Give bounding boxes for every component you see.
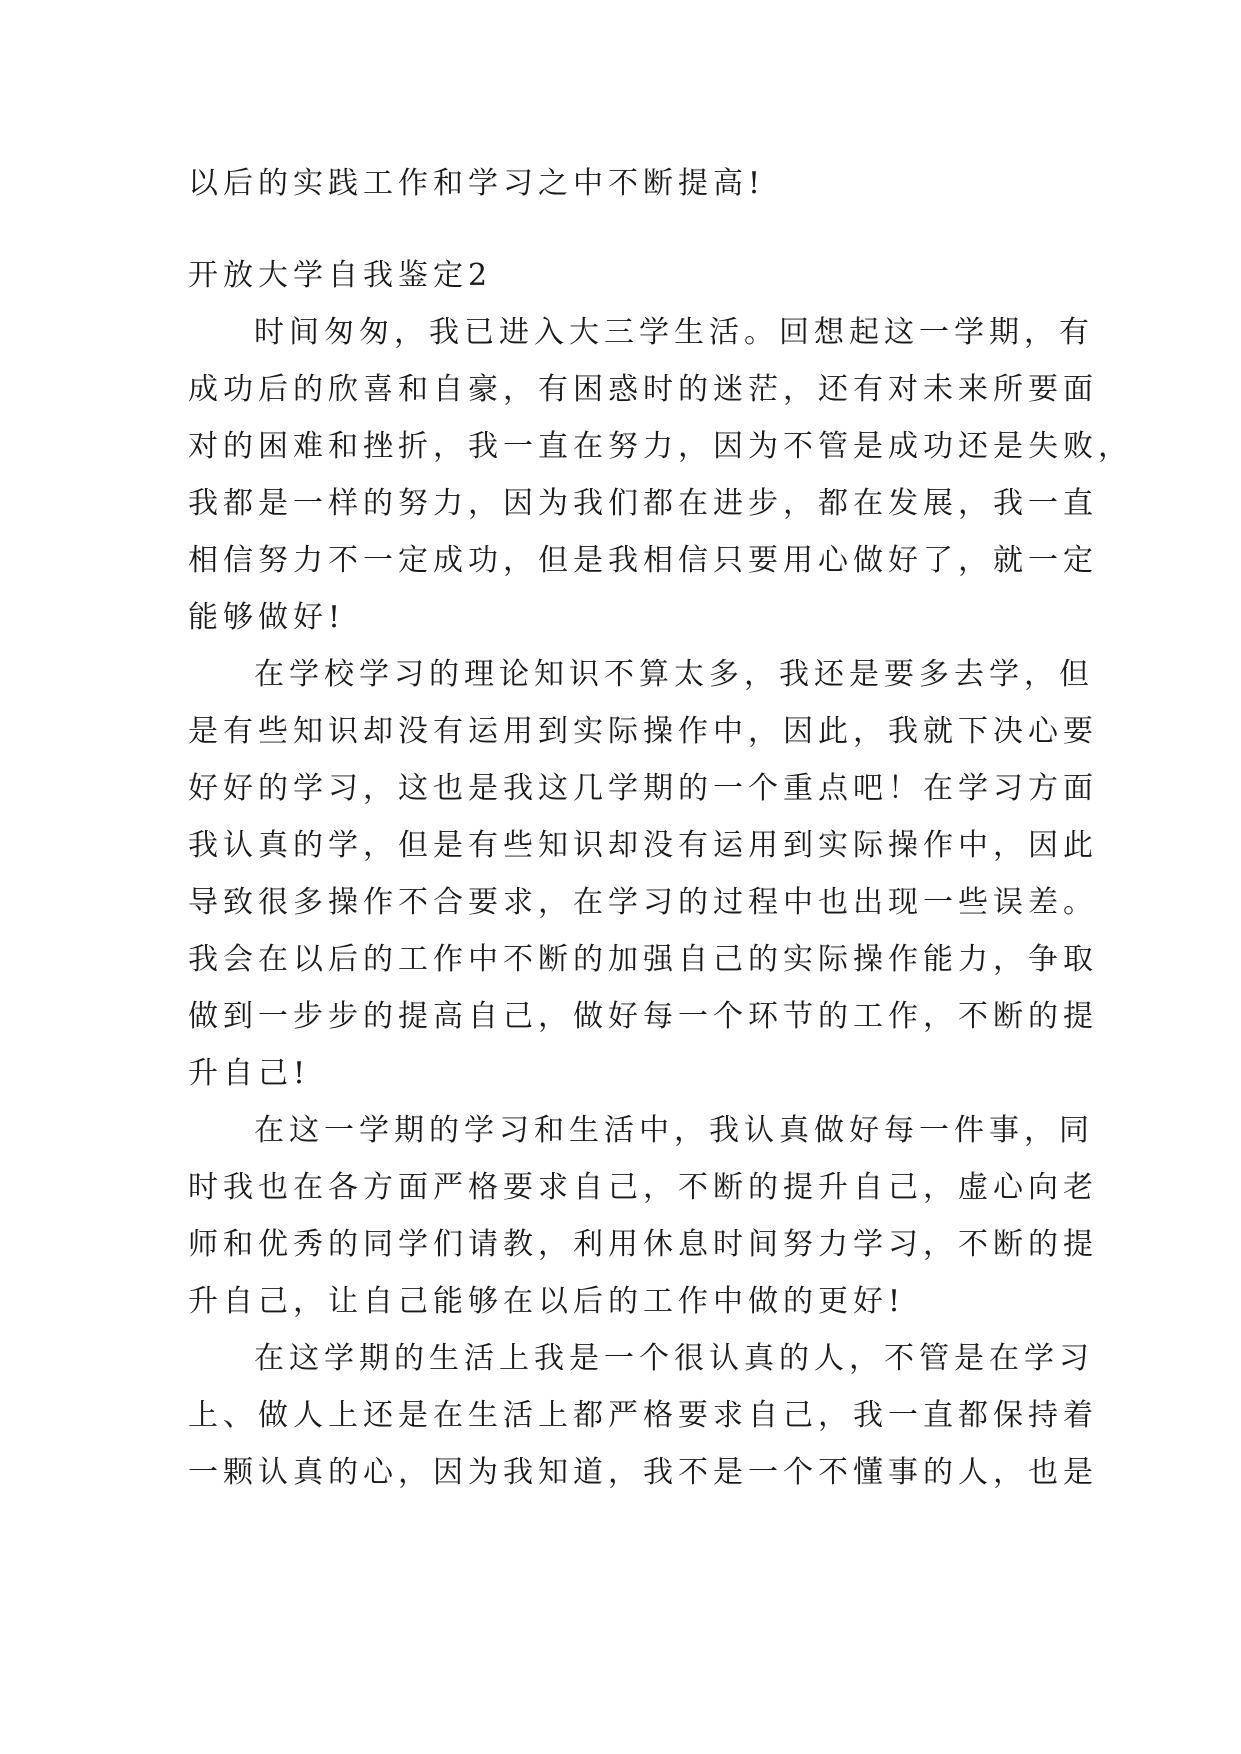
paragraph-line: 以后的实践工作和学习之中不断提高! — [188, 166, 766, 201]
paragraph-line: 升自己! — [188, 1056, 311, 1091]
paragraph-line: 是有些知识却没有运用到实际操作中，因此，我就下决心要 — [188, 714, 1098, 749]
paragraph-line: 升自己，让自己能够在以后的工作中做的更好! — [188, 1284, 906, 1319]
paragraph-line: 好好的学习，这也是我这几学期的一个重点吧！在学习方面 — [188, 771, 1098, 806]
paragraph-line: 在这学期的生活上我是一个很认真的人，不管是在学习 — [254, 1341, 1094, 1376]
paragraph-line: 师和优秀的同学们请教，利用休息时间努力学习，不断的提 — [188, 1227, 1098, 1262]
paragraph-line: 对的困难和挫折，我一直在努力，因为不管是成功还是失败， — [188, 429, 1133, 464]
paragraph-line: 导致很多操作不合要求，在学习的过程中也出现一些误差。 — [188, 885, 1098, 920]
paragraph-line: 一颗认真的心，因为我知道，我不是一个不懂事的人，也是 — [188, 1455, 1098, 1490]
paragraph-line: 上、做人上还是在生活上都严格要求自己，我一直都保持着 — [188, 1398, 1098, 1433]
paragraph-line: 我认真的学，但是有些知识却没有运用到实际操作中，因此 — [188, 828, 1098, 863]
paragraph-line: 我会在以后的工作中不断的加强自己的实际操作能力，争取 — [188, 942, 1098, 977]
paragraph-line: 在这一学期的学习和生活中，我认真做好每一件事，同 — [254, 1113, 1094, 1148]
paragraph-line: 做到一步步的提高自己，做好每一个环节的工作，不断的提 — [188, 999, 1098, 1034]
section-title: 开放大学自我鉴定2 — [188, 258, 493, 293]
paragraph-line: 成功后的欣喜和自豪，有困惑时的迷茫，还有对未来所要面 — [188, 372, 1098, 407]
paragraph-line: 相信努力不一定成功，但是我相信只要用心做好了，就一定 — [188, 543, 1098, 578]
paragraph-line: 我都是一样的努力，因为我们都在进步，都在发展，我一直 — [188, 486, 1098, 521]
paragraph-line: 在学校学习的理论知识不算太多，我还是要多去学，但 — [254, 657, 1094, 692]
paragraph-line: 时我也在各方面严格要求自己，不断的提升自己，虚心向老 — [188, 1170, 1098, 1205]
paragraph-line: 时间匆匆，我已进入大三学生活。回想起这一学期，有 — [254, 315, 1094, 350]
paragraph-line: 能够做好! — [188, 600, 346, 635]
